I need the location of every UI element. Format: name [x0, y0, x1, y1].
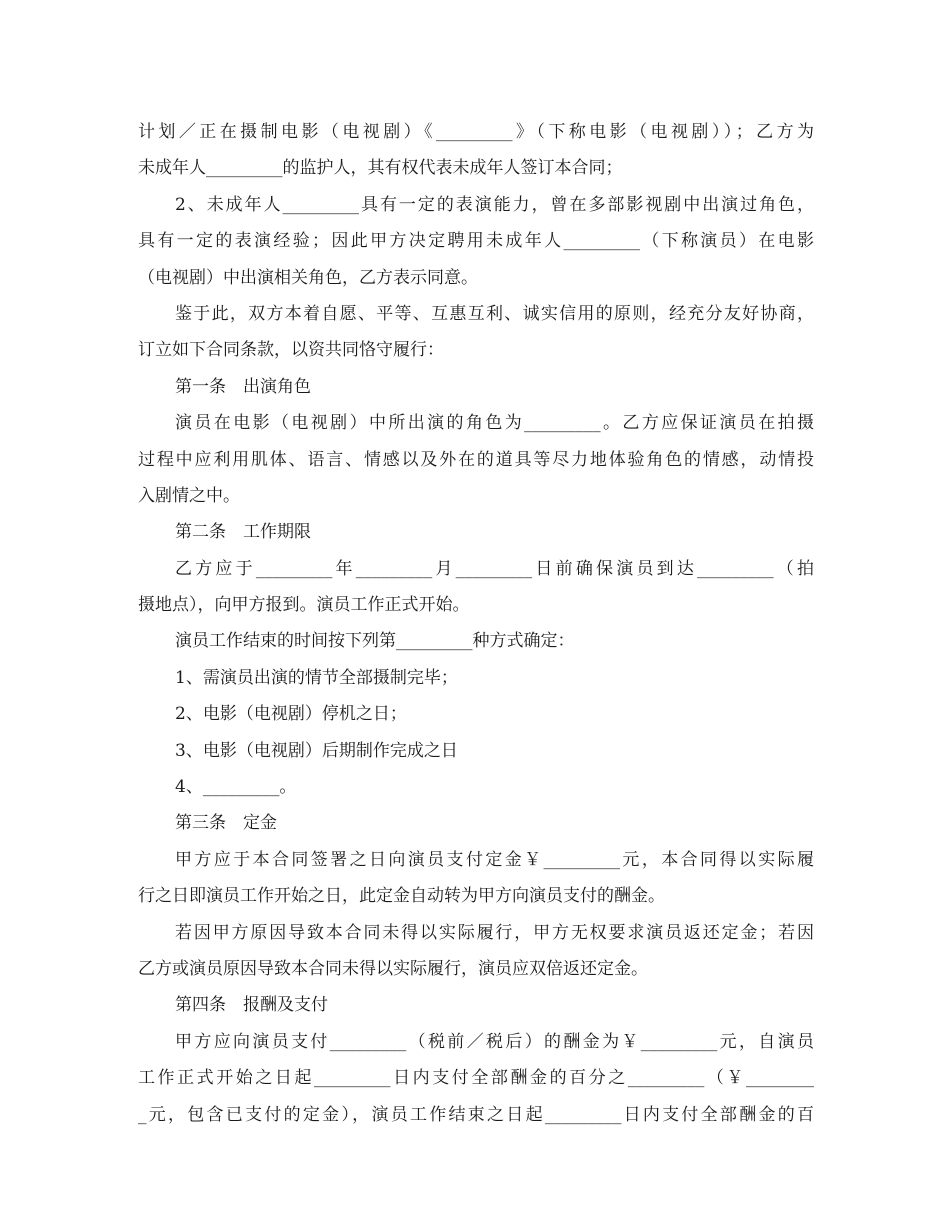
- text-line: （电视剧）中出演相关角色，乙方表示同意。: [138, 267, 478, 288]
- text-line: 过程中应利用肌体、语言、情感以及外在的道具等尽力地体验角色的情感，动情投: [138, 449, 814, 470]
- section-heading: 第一条 出演角色: [175, 376, 311, 397]
- text-line: 甲方应向演员支付_________（税前／税后）的酬金为￥_________元，自演员: [175, 1031, 814, 1052]
- list-item: 1、需演员出演的情节全部摄制完毕；: [175, 667, 458, 688]
- text-line: 未成年人_________的监护人，其有权代表未成年人签订本合同；: [138, 158, 623, 179]
- text-line: 计划／正在摄制电影（电视剧）《_________》（下称电影（电视剧））；乙方为: [138, 122, 814, 142]
- text-line: 若因甲方原因导致本合同未得以实际履行，甲方无权要求演员返还定金；若因: [175, 922, 814, 943]
- text-line: 乙方或演员原因导致本合同未得以实际履行，演员应双倍返还定金。: [138, 958, 648, 979]
- text-line: 工作正式开始之日起_________日内支付全部酬金的百分之_________（￥________: [138, 1068, 814, 1089]
- list-item: 2、电影（电视剧）停机之日；: [175, 704, 407, 725]
- text-line: 摄地点），向甲方报到。演员工作正式开始。: [138, 595, 470, 616]
- text-line: _元，包含已支付的定金），演员工作结束之日起_________日内支付全部酬金的百: [138, 1104, 814, 1125]
- text-line: 入剧情之中。: [138, 485, 240, 506]
- section-heading: 第二条 工作期限: [175, 522, 311, 543]
- text-line: 2、未成年人_________具有一定的表演能力，曾在多部影视剧中出演过角色，: [175, 194, 814, 215]
- text-line: 演员在电影（电视剧）中所出演的角色为_________。乙方应保证演员在拍摄: [175, 413, 814, 434]
- text-line: 鉴于此，双方本着自愿、平等、互惠互利、诚实信用的原则，经充分友好协商，: [175, 303, 814, 324]
- text-line: 具有一定的表演经验；因此甲方决定聘用未成年人_________（下称演员）在电影: [138, 231, 814, 252]
- text-line: 订立如下合同条款，以资共同恪守履行：: [138, 340, 444, 361]
- section-heading: 第三条 定金: [175, 813, 277, 834]
- section-heading: 第四条 报酬及支付: [175, 995, 328, 1016]
- text-line: 演员工作结束的时间按下列第_________种方式确定：: [175, 631, 575, 652]
- list-item: 4、_________。: [175, 777, 297, 798]
- text-line: 行之日即演员工作开始之日，此定金自动转为甲方向演员支付的酬金。: [138, 886, 665, 907]
- contract-text: [138, 114, 814, 1133]
- text-line: 甲方应于本合同签署之日向演员支付定金￥_________元，本合同得以实际履: [175, 849, 814, 870]
- text-line: 乙方应于_________年_________月_________日前确保演员到达_________（拍: [175, 558, 814, 579]
- list-item: 3、电影（电视剧）后期制作完成之日: [175, 740, 458, 761]
